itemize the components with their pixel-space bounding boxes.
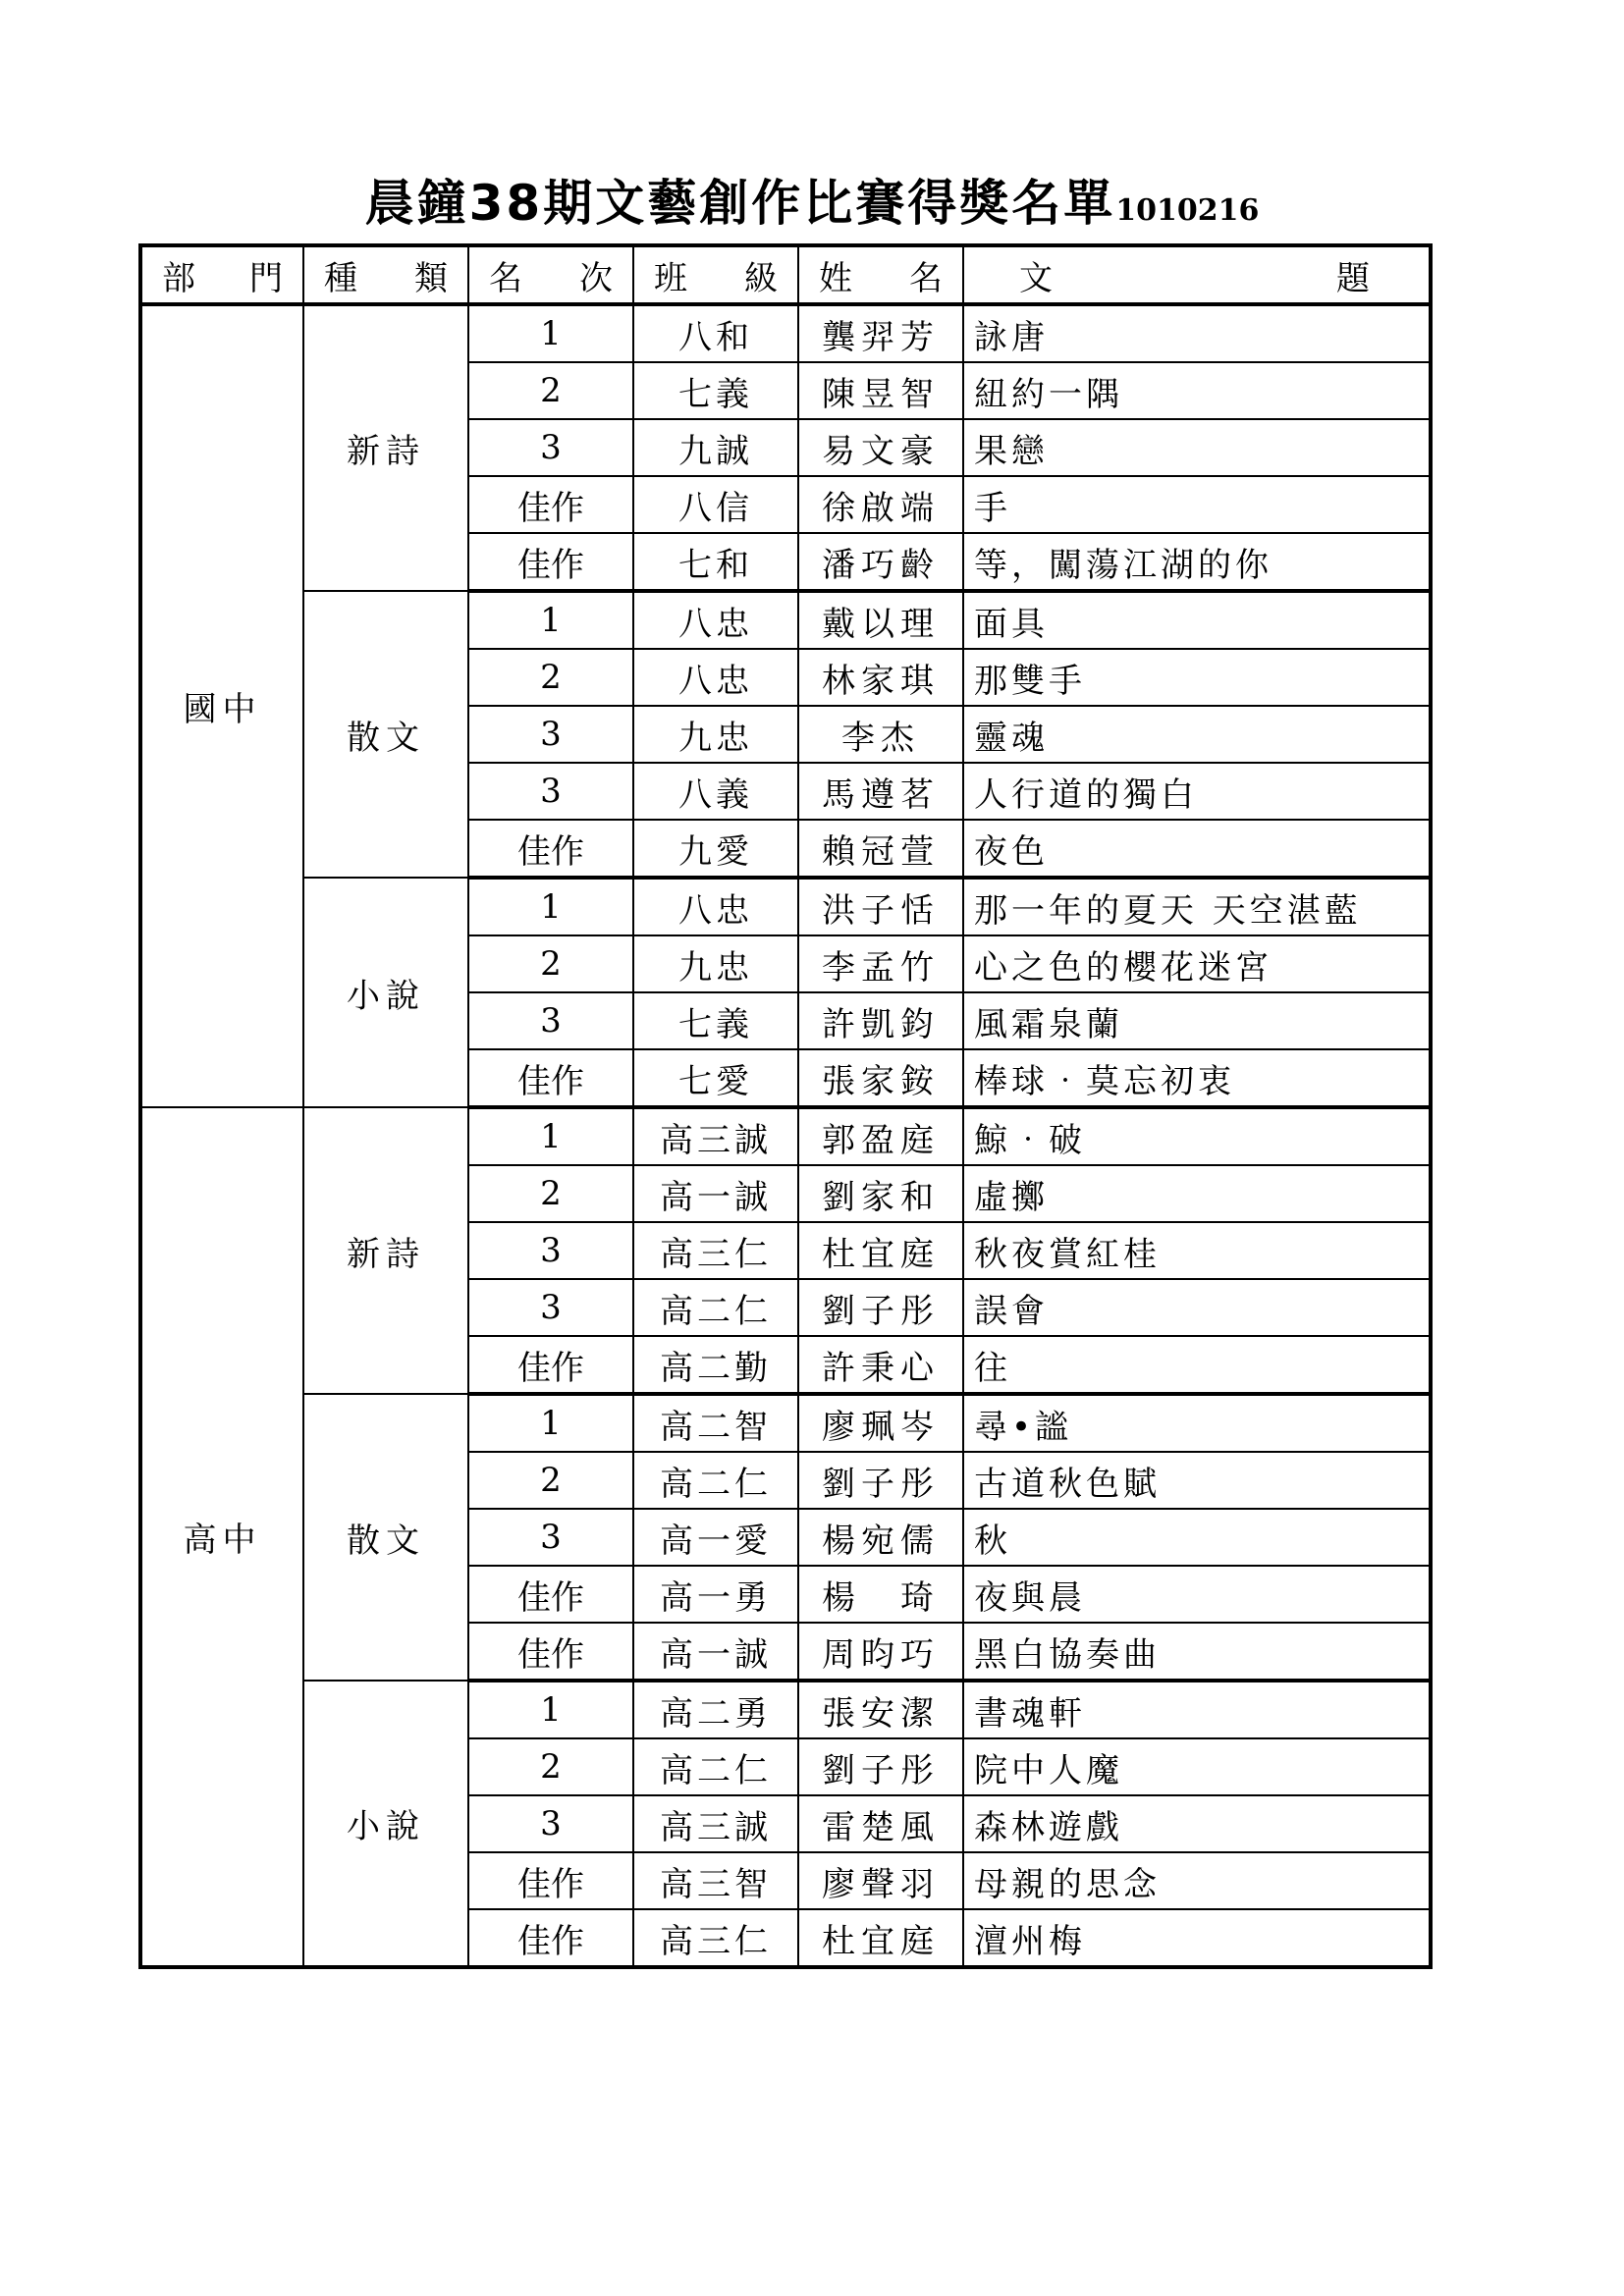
work-title-cell: 那雙手 (963, 649, 1431, 706)
rank-cell: 佳作 (468, 1852, 633, 1909)
award-table (138, 243, 1433, 1969)
name-cell: 戴以理 (798, 591, 963, 649)
name-cell: 徐啟端 (798, 476, 963, 533)
class-cell: 高二仁 (633, 1738, 798, 1795)
work-title-cell: 等，闖蕩江湖的你 (963, 533, 1431, 591)
category-cell: 小說 (303, 1681, 468, 1967)
category-cell: 小說 (303, 878, 468, 1107)
rank-cell: 3 (468, 992, 633, 1049)
header-work-title: 文 題 (963, 245, 1431, 304)
class-cell: 九誠 (633, 419, 798, 476)
name-cell: 賴冠萱 (798, 820, 963, 878)
rank-cell: 佳作 (468, 1049, 633, 1107)
name-cell: 劉子彤 (798, 1279, 963, 1336)
rank-cell: 佳作 (468, 1623, 633, 1681)
work-title-cell: 果戀 (963, 419, 1431, 476)
header-class: 班 級 (633, 245, 798, 304)
table-row (140, 304, 1431, 362)
name-cell: 李杰 (798, 706, 963, 763)
rank-cell: 1 (468, 878, 633, 935)
work-title-cell: 鯨‧破 (963, 1107, 1431, 1165)
work-title-cell: 靈魂 (963, 706, 1431, 763)
rank-cell: 1 (468, 591, 633, 649)
work-title-cell: 紐約一隅 (963, 362, 1431, 419)
title-main: 晨鐘38期文藝創作比賽得獎名單 (364, 175, 1116, 232)
table-row (140, 878, 1431, 935)
name-cell: 廖珮岑 (798, 1394, 963, 1452)
name-cell: 廖聲羽 (798, 1852, 963, 1909)
work-title-cell: 往 (963, 1336, 1431, 1394)
table-row (140, 591, 1431, 649)
class-cell: 高二智 (633, 1394, 798, 1452)
name-cell: 周昀巧 (798, 1623, 963, 1681)
category-cell: 新詩 (303, 304, 468, 591)
class-cell: 八信 (633, 476, 798, 533)
class-cell: 九愛 (633, 820, 798, 878)
table-row (140, 1107, 1431, 1165)
class-cell: 九忠 (633, 935, 798, 992)
work-title-cell: 夜色 (963, 820, 1431, 878)
class-cell: 七義 (633, 362, 798, 419)
work-title-cell: 夜與晨 (963, 1566, 1431, 1623)
name-cell: 楊宛儒 (798, 1509, 963, 1566)
rank-cell: 1 (468, 1394, 633, 1452)
work-title-cell: 虛擲 (963, 1165, 1431, 1222)
work-title-cell: 秋夜賞紅桂 (963, 1222, 1431, 1279)
rank-cell: 佳作 (468, 533, 633, 591)
name-cell: 潘巧齡 (798, 533, 963, 591)
class-cell: 七義 (633, 992, 798, 1049)
rank-cell: 3 (468, 1509, 633, 1566)
rank-cell: 2 (468, 1738, 633, 1795)
class-cell: 高三仁 (633, 1909, 798, 1967)
work-title-cell: 詠唐 (963, 304, 1431, 362)
class-cell: 高三智 (633, 1852, 798, 1909)
name-cell: 雷楚風 (798, 1795, 963, 1852)
name-cell: 劉子彤 (798, 1738, 963, 1795)
table-row (140, 1681, 1431, 1738)
title-date-code: 1010216 (1115, 193, 1260, 228)
rank-cell: 1 (468, 304, 633, 362)
work-title-cell: 風霜泉蘭 (963, 992, 1431, 1049)
rank-cell: 3 (468, 1279, 633, 1336)
class-cell: 八忠 (633, 591, 798, 649)
class-cell: 高三仁 (633, 1222, 798, 1279)
class-cell: 八忠 (633, 878, 798, 935)
class-cell: 高二仁 (633, 1452, 798, 1509)
work-title-cell: 古道秋色賦 (963, 1452, 1431, 1509)
name-cell: 洪子恬 (798, 878, 963, 935)
table-row (140, 1394, 1431, 1452)
name-cell: 許秉心 (798, 1336, 963, 1394)
work-title-cell: 心之色的櫻花迷宮 (963, 935, 1431, 992)
work-title-cell: 人行道的獨白 (963, 763, 1431, 820)
class-cell: 高一勇 (633, 1566, 798, 1623)
work-title-cell: 面具 (963, 591, 1431, 649)
class-cell: 八義 (633, 763, 798, 820)
work-title-cell: 澶州梅 (963, 1909, 1431, 1967)
table-body (140, 304, 1431, 1967)
rank-cell: 佳作 (468, 1566, 633, 1623)
table-header-row (140, 245, 1431, 304)
work-title-cell: 森林遊戲 (963, 1795, 1431, 1852)
header-name: 姓 名 (798, 245, 963, 304)
rank-cell: 2 (468, 649, 633, 706)
rank-cell: 2 (468, 1165, 633, 1222)
name-cell: 張安潔 (798, 1681, 963, 1738)
class-cell: 高二勇 (633, 1681, 798, 1738)
rank-cell: 3 (468, 706, 633, 763)
work-title-cell: 那一年的夏天 天空湛藍 (963, 878, 1431, 935)
name-cell: 馬遵茗 (798, 763, 963, 820)
header-rank: 名 次 (468, 245, 633, 304)
header-category: 種 類 (303, 245, 468, 304)
work-title-cell: 書魂軒 (963, 1681, 1431, 1738)
category-cell: 散文 (303, 591, 468, 878)
department-cell: 高中 (140, 1107, 303, 1967)
class-cell: 高二勤 (633, 1336, 798, 1394)
class-cell: 高三誠 (633, 1795, 798, 1852)
class-cell: 高三誠 (633, 1107, 798, 1165)
rank-cell: 2 (468, 1452, 633, 1509)
name-cell: 劉子彤 (798, 1452, 963, 1509)
rank-cell: 佳作 (468, 476, 633, 533)
name-cell: 杜宜庭 (798, 1909, 963, 1967)
rank-cell: 3 (468, 1222, 633, 1279)
category-cell: 新詩 (303, 1107, 468, 1394)
work-title-cell: 尋•謐 (963, 1394, 1431, 1452)
class-cell: 七和 (633, 533, 798, 591)
name-cell: 易文豪 (798, 419, 963, 476)
name-cell: 陳昱智 (798, 362, 963, 419)
class-cell: 高二仁 (633, 1279, 798, 1336)
class-cell: 九忠 (633, 706, 798, 763)
name-cell: 龔羿芳 (798, 304, 963, 362)
name-cell: 杜宜庭 (798, 1222, 963, 1279)
rank-cell: 3 (468, 1795, 633, 1852)
name-cell: 劉家和 (798, 1165, 963, 1222)
work-title-cell: 手 (963, 476, 1431, 533)
work-title-cell: 母親的思念 (963, 1852, 1431, 1909)
class-cell: 高一誠 (633, 1165, 798, 1222)
work-title-cell: 棒球‧莫忘初衷 (963, 1049, 1431, 1107)
name-cell: 李孟竹 (798, 935, 963, 992)
rank-cell: 佳作 (468, 1909, 633, 1967)
name-cell: 楊 琦 (798, 1566, 963, 1623)
class-cell: 高一愛 (633, 1509, 798, 1566)
rank-cell: 2 (468, 935, 633, 992)
department-cell: 國中 (140, 304, 303, 1107)
class-cell: 七愛 (633, 1049, 798, 1107)
class-cell: 八忠 (633, 649, 798, 706)
name-cell: 林家琪 (798, 649, 963, 706)
class-cell: 八和 (633, 304, 798, 362)
name-cell: 張家銨 (798, 1049, 963, 1107)
name-cell: 許凱鈞 (798, 992, 963, 1049)
work-title-cell: 黑白協奏曲 (963, 1623, 1431, 1681)
rank-cell: 1 (468, 1107, 633, 1165)
header-dept: 部 門 (140, 245, 303, 304)
name-cell: 郭盈庭 (798, 1107, 963, 1165)
class-cell: 高一誠 (633, 1623, 798, 1681)
category-cell: 散文 (303, 1394, 468, 1681)
work-title-cell: 秋 (963, 1509, 1431, 1566)
rank-cell: 1 (468, 1681, 633, 1738)
page-title (0, 169, 1624, 249)
rank-cell: 2 (468, 362, 633, 419)
work-title-cell: 院中人魔 (963, 1738, 1431, 1795)
work-title-cell: 誤會 (963, 1279, 1431, 1336)
rank-cell: 佳作 (468, 1336, 633, 1394)
rank-cell: 3 (468, 419, 633, 476)
rank-cell: 3 (468, 763, 633, 820)
rank-cell: 佳作 (468, 820, 633, 878)
